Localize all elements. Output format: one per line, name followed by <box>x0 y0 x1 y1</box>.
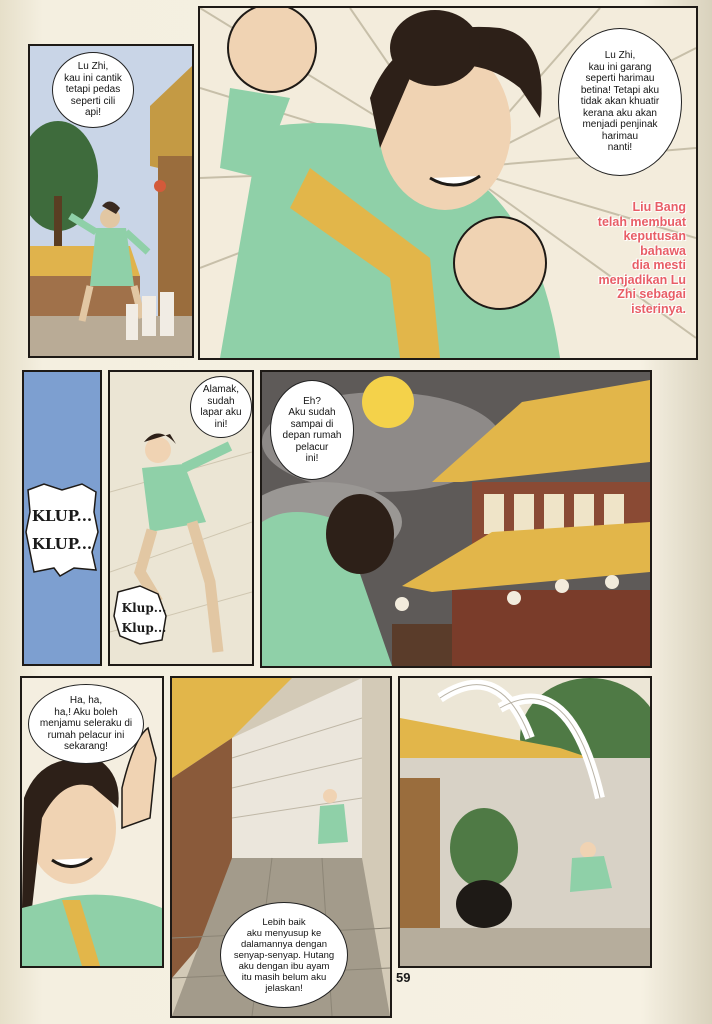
panel-7 <box>170 676 392 1018</box>
speech-bubble: Lebih baik aku menyusup ke dalamannya dengan senyap-senyap. Hutang aku dengan ibu ayam itu masih belum aku jelaskan! <box>220 902 348 1008</box>
panel-8 <box>398 676 652 968</box>
speech-bubble: Ha, ha, ha,! Aku boleh menjamu seleraku di rumah pelacur ini sekarang! <box>28 684 144 764</box>
speech-bubble: Eh? Aku sudah sampai di depan rumah pelacur ini! <box>270 380 354 480</box>
page-number: 59 <box>396 970 411 985</box>
sfx-text: Klup... Klup... <box>121 601 167 635</box>
speech-bubble: Lu Zhi, kau ini garang seperti harimau betina! Tetapi aku tidak akan khuatir kerana aku akan menjadi penjinak harimau nanti! <box>558 28 682 176</box>
speech-bubble: Alamak, sudah lapar aku ini! <box>190 376 252 438</box>
leap-scene-illustration <box>400 678 650 966</box>
panel-3 <box>22 370 102 666</box>
narration-caption: Liu Bang telah membuat keputusan bahawa dia mesti menjadikan Lu Zhi sebagai isterinya. <box>597 200 686 316</box>
panel-1 <box>28 44 194 358</box>
speech-bubble: Lu Zhi, kau ini cantik tetapi pedas seperti cili api! <box>52 52 134 128</box>
panel-4 <box>108 370 254 666</box>
sfx-text: KLUP... KLUP... <box>31 507 93 553</box>
panel-6 <box>20 676 164 968</box>
panel-2 <box>198 6 698 360</box>
panel-5 <box>260 370 652 668</box>
